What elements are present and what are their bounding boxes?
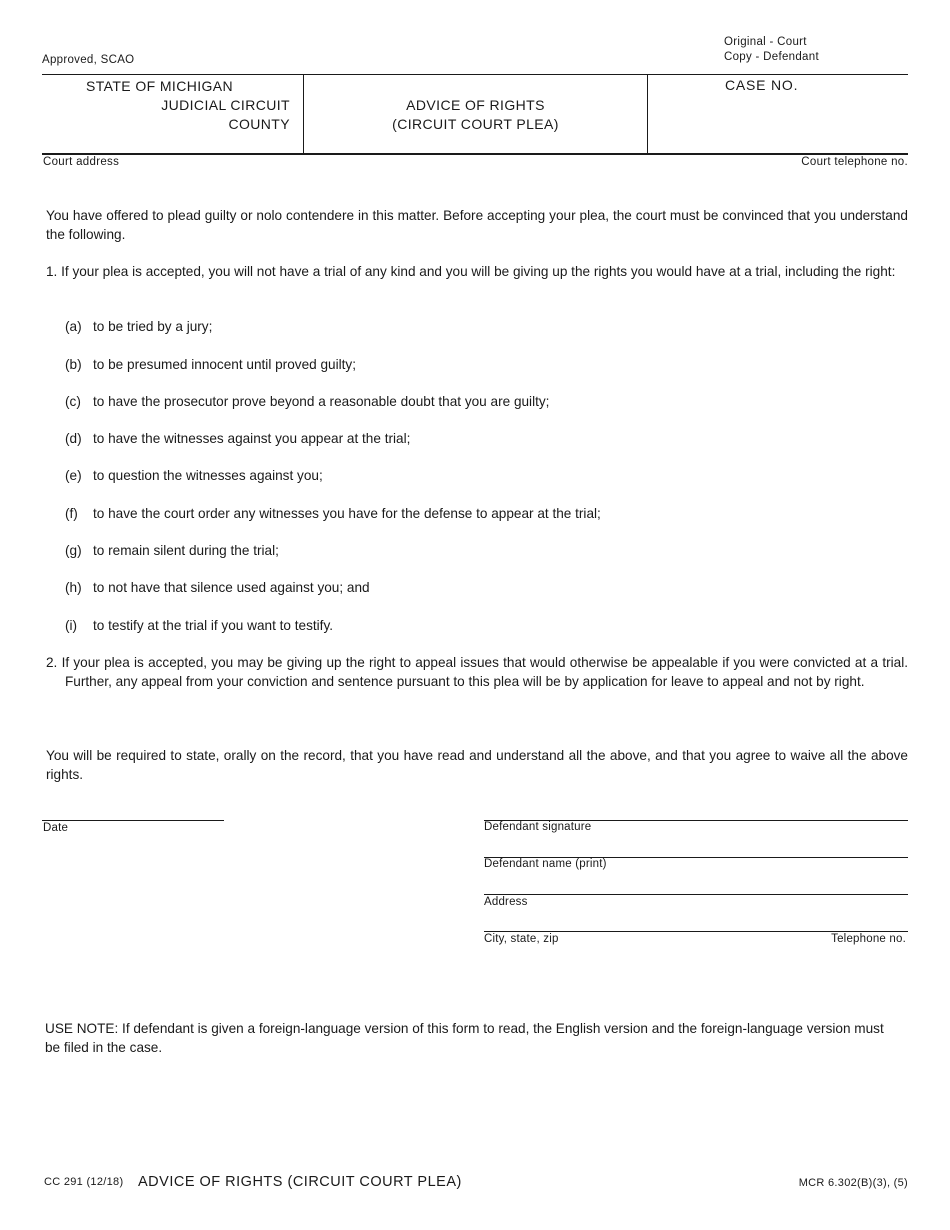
court-telephone-label: Court telephone no. [801,156,908,168]
form-title-line-1: ADVICE OF RIGHTS [406,97,545,113]
date-line[interactable] [42,820,224,821]
header-bottom-rule [42,153,908,155]
closing-paragraph: You will be required to state, orally on the record, that you have read and understand all the above, and that you agree to waive all the above rights. [46,748,908,782]
case-number-label: CASE NO. [725,77,799,93]
header-divider-right [647,74,648,154]
use-note: USE NOTE: If defendant is given a foreign-language version of this form to read, the English version and the foreign-language version must be filed in the case. [45,1021,884,1055]
point-2-paragraph: 2. If your plea is accepted, you may be giving up the right to appeal issues that would otherwise be appealable if you were convicted at a trial. Further, any appeal from your conviction and sentence pursuant to this plea will be by application for leave to appeal and not by right. [46,655,908,689]
defendant-signature-label: Defendant signature [484,821,592,833]
header-top-rule [42,74,908,75]
intro-paragraph: You have offered to plead guilty or nolo contendere in this matter. Before accepting your plea, the court must be convinced that you understand the following. [46,208,908,242]
circuit-label: JUDICIAL CIRCUIT [161,97,290,113]
right-item-c: (c) to have the prosecutor prove beyond a reasonable doubt that you are guilty; [65,394,550,409]
right-item-a: (a) to be tried by a jury; [65,319,213,334]
footer-title: ADVICE OF RIGHTS (CIRCUIT COURT PLEA) [138,1174,462,1190]
form-title-line-2: (CIRCUIT COURT PLEA) [392,116,559,132]
point-1-paragraph: 1. If your plea is accepted, you will not have a trial of any kind and you will be giving up the rights you would have at a trial, including the right: [46,264,896,279]
defendant-name-label: Defendant name (print) [484,858,607,870]
distribution-copy: Copy - Defendant [724,51,819,63]
form-title [304,96,647,134]
date-label: Date [43,822,69,834]
state-label: STATE OF MICHIGAN [86,78,234,94]
right-item-d: (d) to have the witnesses against you appear at the trial; [65,431,411,446]
address-label: Address [484,896,528,908]
court-rule-reference: MCR 6.302(B)(3), (5) [798,1177,908,1189]
approved-label: Approved, SCAO [42,54,135,66]
right-item-i: (i) to testify at the trial if you want to testify. [65,618,334,633]
right-item-b: (b) to be presumed innocent until proved guilty; [65,357,356,372]
distribution-original: Original - Court [724,36,807,48]
right-item-e: (e) to question the witnesses against you; [65,468,323,483]
telephone-label: Telephone no. [831,933,906,945]
court-address-label: Court address [43,156,120,168]
right-item-h: (h) to not have that silence used against you; and [65,580,370,595]
court-identification [42,77,290,134]
right-item-f: (f) to have the court order any witnesses you have for the defense to appear at the trial; [65,506,601,521]
right-item-g: (g) to remain silent during the trial; [65,543,279,558]
county-label: COUNTY [228,116,290,132]
city-state-zip-line[interactable] [484,931,908,932]
form-id: CC 291 (12/18) [44,1176,124,1188]
address-line[interactable] [484,894,908,895]
city-state-zip-label: City, state, zip [484,933,559,945]
